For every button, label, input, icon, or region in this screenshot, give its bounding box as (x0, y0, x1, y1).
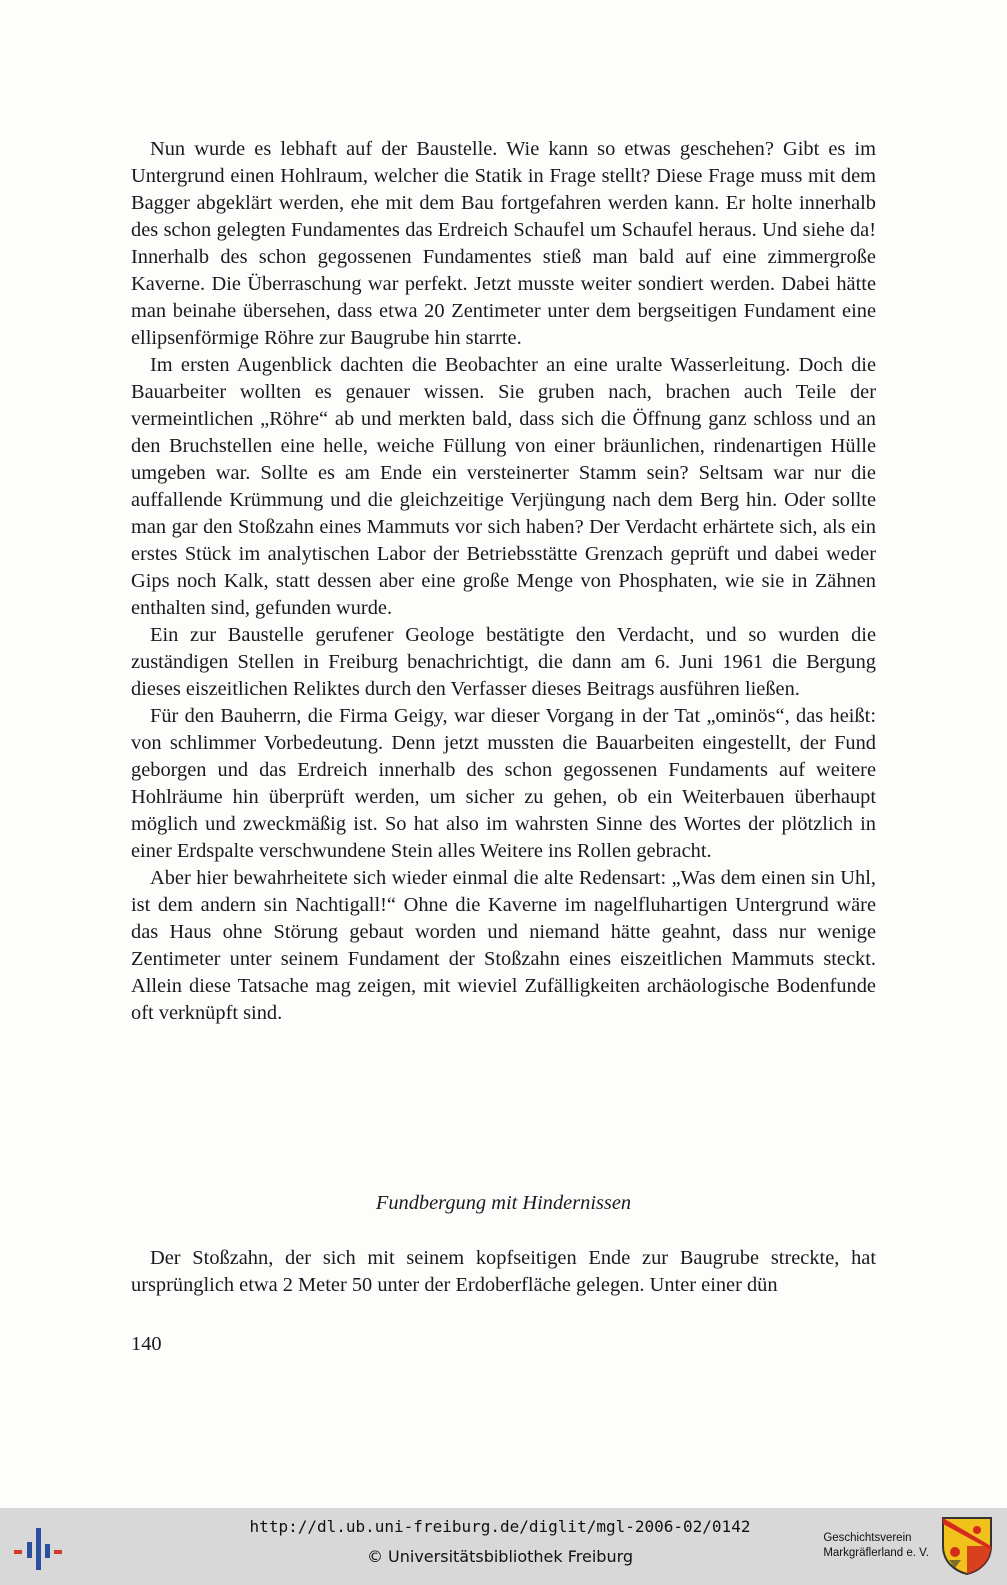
copyright-text: © Universitätsbibliothek Freiburg (366, 1547, 634, 1566)
society-line: Geschichtsverein (823, 1532, 912, 1544)
society-line: Markgräflerland e. V. (823, 1547, 929, 1559)
paragraph: Ein zur Baustelle gerufener Geologe bestätigte den Verdacht, und so wurden die zuständigen Stellen in Freiburg benachrichtigt, die dann am 6. Juni 1961 die Bergung dieses eiszeitlichen Reliktes durch den Verfasser dieses Beitrags ausführen ließen. (131, 624, 876, 700)
paragraph: Der Stoßzahn, der sich mit seinem kopfseitigen Ende zur Baugrube streckte, hat ursprünglich etwa 2 Meter 50 unter der Erdoberfläche gelegen. Unter einer dün (131, 1247, 876, 1296)
paragraph: Im ersten Augenblick dachten die Beobachter an eine uralte Wasserleitung. Doch die Bauarbeiter wollten es genauer wissen. Sie gruben nach, brachen auch Teile der vermeintlichen „Röhre“ ab und merkten bald, dass sich die Öffnung ganz schloss und an den Bruchstellen eine helle, weiche Füllung von einer bräunlichen, rindenartigen Hülle umgeben war. Sollte es am Ende ein versteinerter Stamm sein? Seltsam war nur die auffallende Krümmung und die gleichzeitige Verjüngung nach dem Berg hin. Oder sollte man gar den Stoßzahn eines Mammuts vor sich haben? Der Verdacht erhärtete sich, als ein erstes Stück im analytischen Labor der Betriebsstätte Grenzach geprüft und dabei weder Gips noch Kalk, statt dessen aber eine große Menge von Phosphaten, wie sie in Zähnen enthalten sind, gefunden wurde. (131, 354, 876, 619)
coat-of-arms-icon (941, 1516, 993, 1576)
section-heading: Fundbergung mit Hindernissen (375, 1192, 632, 1214)
section-text (131, 1245, 876, 1299)
society-name (823, 1531, 929, 1561)
paragraph: Für den Bauherrn, die Firma Geigy, war dieser Vorgang in der Tat „ominös“, das heißt: von schlimmer Vorbedeutung. Denn jetzt mussten die Bauarbeiten eingestellt, der Fund geborgen und das Erdreich innerhalb des schon gegossenen Fundaments auf weitere Hohlräume hin überprüft werden, um sicher zu gehen, ob ein Weiterbauen überhaupt möglich und zweckmäßig ist. So hat also im wahrsten Sinne des Wortes der plötzlich in einer Erdspalte verschwundene Stein alles Weitere ins Rollen gebracht. (131, 705, 876, 862)
page-number: 140 (131, 1333, 162, 1355)
paragraph: Aber hier bewahrheitete sich wieder einmal die alte Redensart: „Was dem einen sin Uhl, ist dem andern sin Nachtigall!“ Ohne die Kaverne im nagelfluhartigen Untergrund wäre das Haus ohne Störung gebaut worden und niemand hätte geahnt, dass nur wenige Zentimeter unter seinem Fundament der Stoßzahn eines eiszeitlichen Mammuts steckt. Allein diese Tatsache mag zeigen, mit wieviel Zufälligkeiten archäologische Bodenfunde oft verknüpft sind. (131, 867, 876, 1024)
body-text (131, 136, 876, 1027)
paragraph: Nun wurde es lebhaft auf der Baustelle. Wie kann so etwas geschehen? Gibt es im Untergrund einen Hohlraum, welcher die Statik in Frage stellt? Diese Frage muss mit dem Bagger abgeklärt werden, ehe mit dem Bau fortgefahren werden kann. Er holte innerhalb des schon gelegten Fundamentes das Erdreich Schaufel um Schaufel heraus. Und siehe da! Innerhalb des schon gegossenen Fundamentes stieß man bald auf eine zimmergroße Kaverne. Die Überraschung war perfekt. Jetzt musste weiter sondiert werden. Dabei hätte man beinahe übersehen, dass etwa 20 Zentimeter unter dem bergseitigen Fundament eine ellipsenförmige Röhre zur Baugrube hin starrte. (131, 138, 876, 349)
footer-bar (0, 1508, 1007, 1585)
ub-freiburg-logo-icon (14, 1524, 64, 1570)
permalink-link[interactable]: http://dl.ub.uni-freiburg.de/diglit/mgl-2006-02/0142 (249, 1517, 751, 1536)
